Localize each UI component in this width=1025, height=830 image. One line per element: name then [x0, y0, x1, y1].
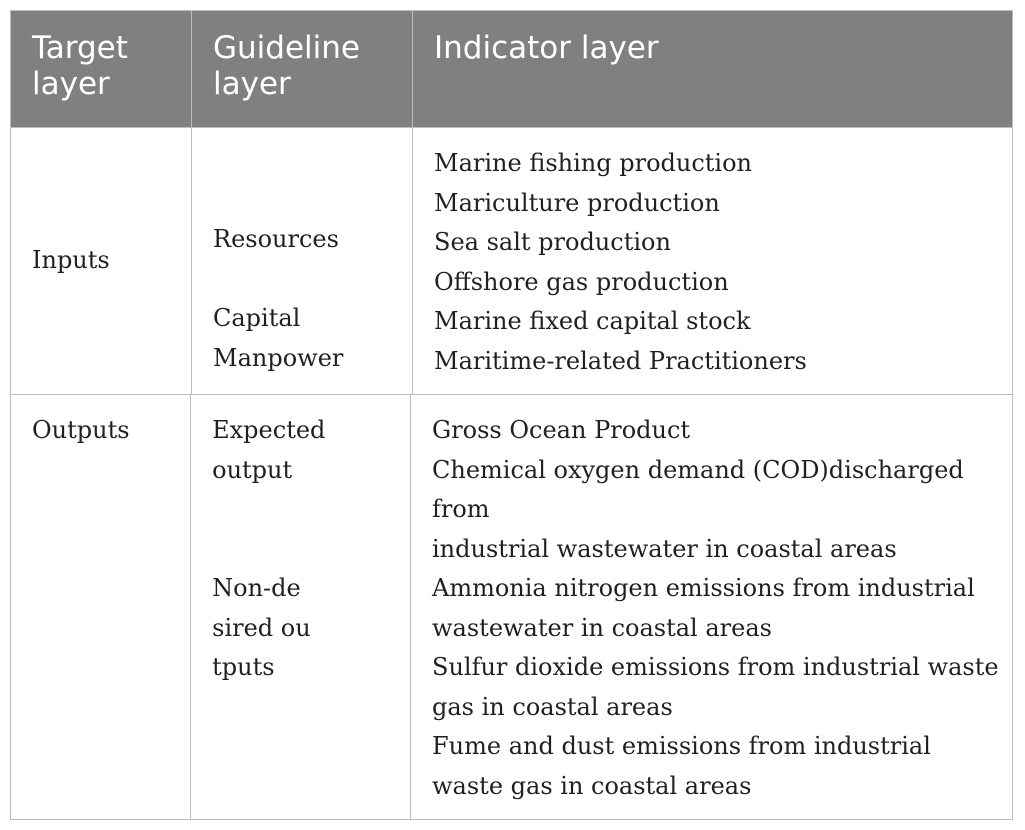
indicator-mariculture: Mariculture production: [434, 188, 720, 217]
target-inputs: Inputs: [32, 246, 110, 275]
guideline-capital: Capital: [213, 304, 301, 332]
indicator-marine-fishing: Marine fishing production: [434, 149, 752, 177]
indicator-cod-discharged: Chemical oxygen demand (COD)discharged from: [432, 455, 964, 523]
table-row-outputs: [11, 394, 1012, 819]
guideline-manpower: Manpower: [213, 343, 344, 372]
indicator-offshore-gas: Offshore gas production: [434, 267, 729, 296]
header-indicator-layer-text: Indicator layer: [434, 30, 659, 66]
guideline-expected-output: Expected output: [212, 416, 326, 484]
header-guideline-layer-text: Guideline layer: [213, 30, 360, 102]
guideline-cell-outputs: [191, 395, 411, 819]
indicator-ammonia-nitrogen: Ammonia nitrogen emissions from industrial wastewater in coastal areas: [432, 574, 975, 642]
indicator-practitioners: Maritime-related Practitioners: [434, 346, 807, 375]
indicator-fume-dust: Fume and dust emissions from industrial waste gas in coastal areas: [432, 732, 931, 800]
target-cell-inputs: [11, 128, 192, 394]
header-guideline-layer: [192, 11, 413, 127]
indicator-cod-wastewater: industrial wastewater in coastal areas: [432, 534, 897, 563]
spacer: [213, 260, 402, 300]
indicator-fixed-capital: Marine fixed capital stock: [434, 307, 751, 335]
header-indicator-layer: [413, 11, 1012, 127]
indicator-cell-inputs: [413, 128, 1012, 394]
table-row-inputs: [11, 127, 1012, 394]
guideline-cell-inputs: [192, 128, 413, 394]
target-outputs: Outputs: [32, 416, 130, 444]
guideline-non-desired-outputs: Non-desired outputs: [212, 574, 311, 681]
spacer: [212, 490, 400, 569]
header-target-layer: [11, 11, 192, 127]
target-cell-outputs: [11, 395, 191, 819]
header-target-layer-text: Target layer: [32, 30, 128, 102]
table-header-row: [11, 11, 1012, 127]
guideline-resources: Resources: [213, 225, 339, 253]
indicator-gross-ocean-product: Gross Ocean Product: [432, 416, 691, 444]
indicator-cell-outputs: [411, 395, 1012, 819]
indicator-sulfur-dioxide: Sulfur dioxide emissions from industrial waste gas in coastal areas: [432, 653, 999, 721]
indicator-sea-salt: Sea salt production: [434, 228, 671, 256]
indicator-table: [10, 10, 1013, 820]
